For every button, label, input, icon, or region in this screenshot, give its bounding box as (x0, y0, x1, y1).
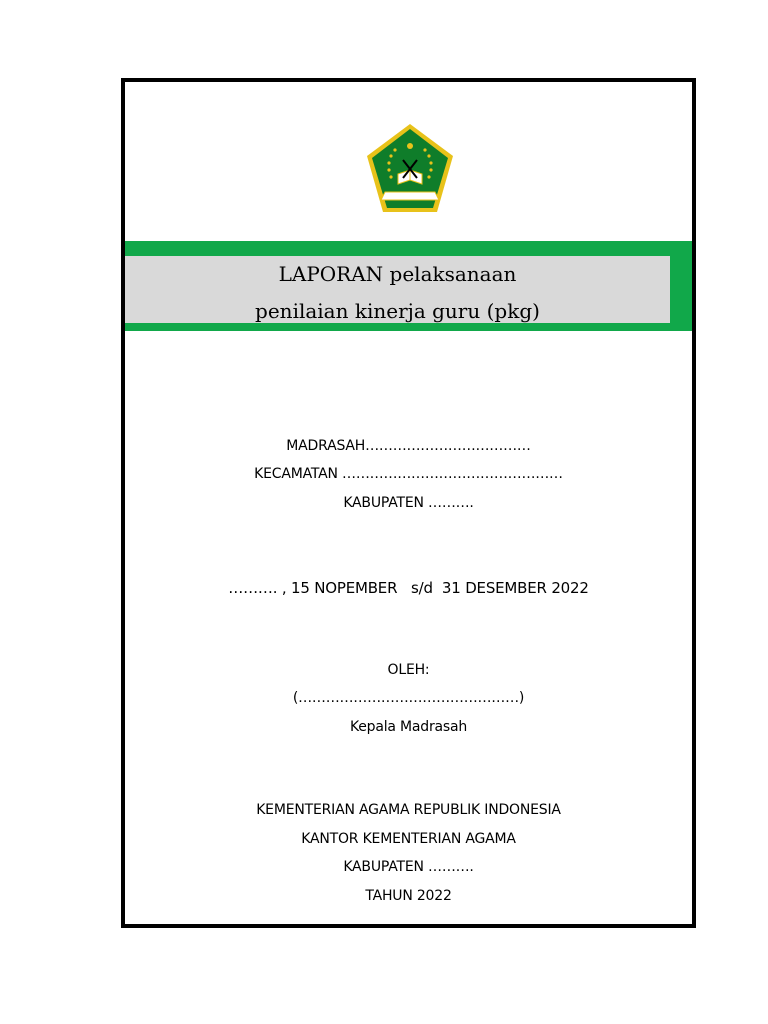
period-line: ………. , 15 NOPEMBER s/d 31 DESEMBER 2022 (228, 579, 589, 597)
kementerian-agama-logo-icon (365, 122, 455, 216)
report-title: LAPORAN pelaksanaan (278, 262, 517, 286)
cover-page-frame (121, 78, 696, 928)
kabupaten-field: KABUPATEN ………. (343, 495, 474, 511)
year-label: TAHUN 2022 (365, 888, 452, 904)
signature-line: (…………………………………………) (292, 690, 525, 706)
author-role: Kepala Madrasah (349, 719, 468, 735)
ministry-name: KEMENTERIAN AGAMA REPUBLIK INDONESIA (256, 802, 561, 818)
kecamatan-field: KECAMATAN ………………………………………… (254, 466, 563, 482)
title-band (125, 241, 692, 331)
office-name: KANTOR KEMENTERIAN AGAMA (301, 831, 516, 847)
report-subtitle: penilaian kinerja guru (pkg) (255, 299, 540, 323)
title-box (125, 256, 670, 323)
footer-kabupaten: KABUPATEN ………. (343, 859, 474, 875)
madrasah-field: MADRASAH……………………………… (286, 438, 531, 454)
oleh-label: OLEH: (387, 662, 430, 678)
